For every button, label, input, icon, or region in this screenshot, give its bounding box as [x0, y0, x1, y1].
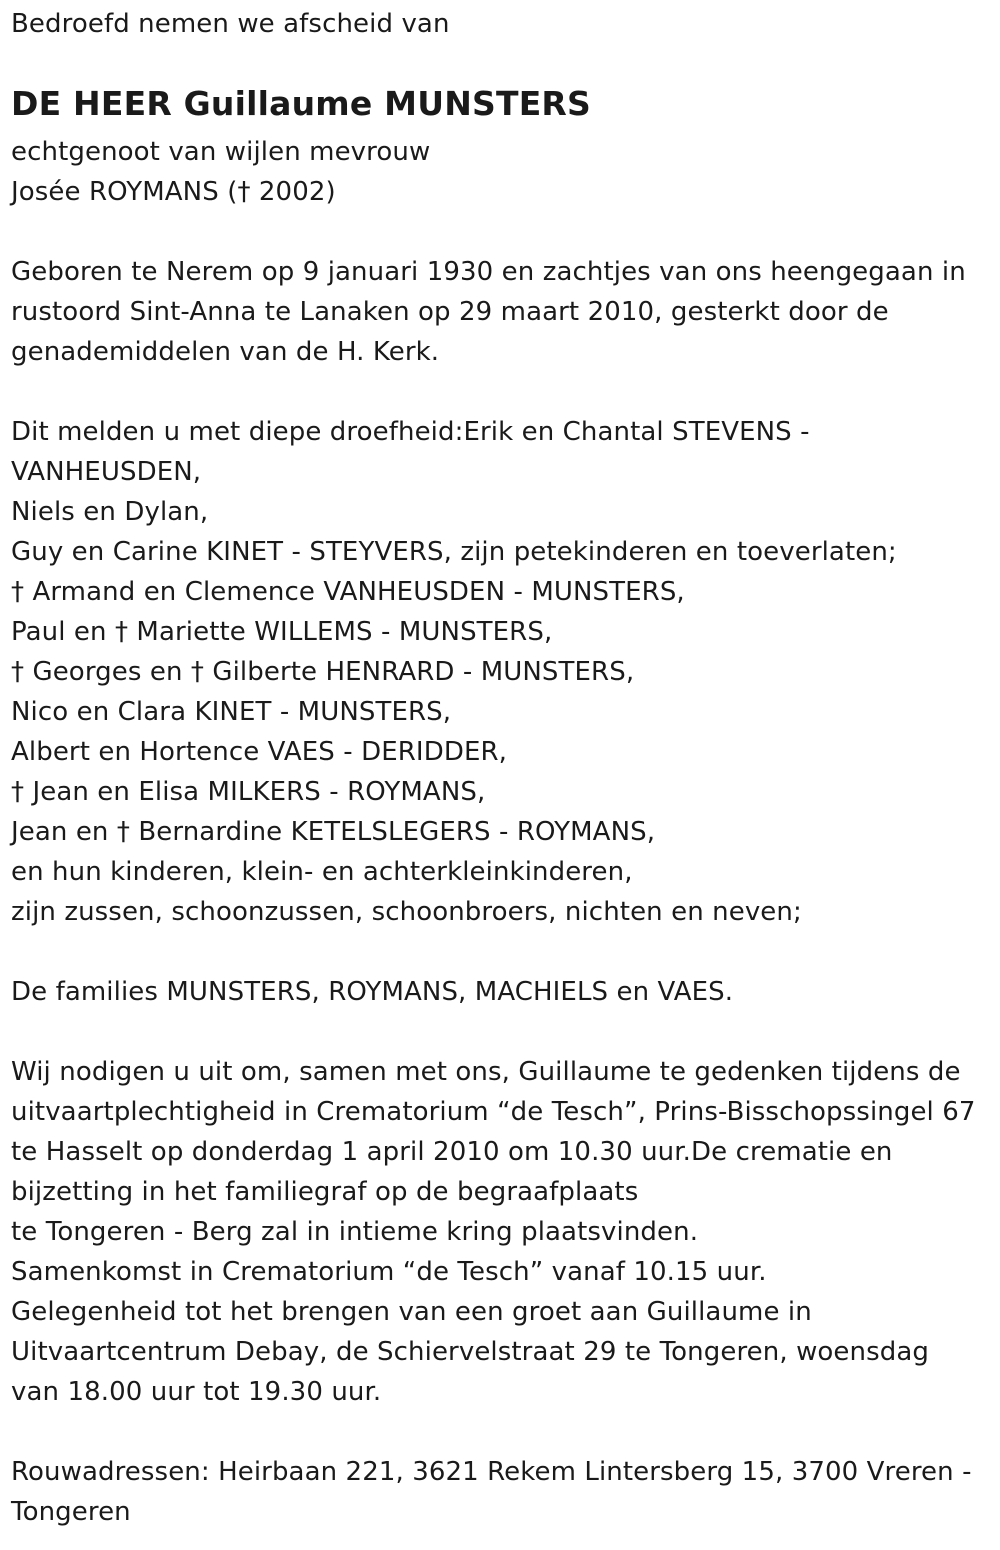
invitation-line: Samenkomst in Crematorium “de Tesch” vanaf 10.15 uur.	[11, 1257, 767, 1287]
family-line: Niels en Dylan,	[11, 497, 209, 527]
address-line: Rouwadressen: Heirbaan 221, 3621 Rekem Lintersberg 15, 3700 Vreren -	[11, 1457, 972, 1487]
birth-line: Geboren te Nerem op 9 januari 1930 en zachtjes van ons heengegaan in	[11, 257, 966, 287]
family-line: en hun kinderen, klein- en achterkleinkinderen,	[11, 857, 633, 887]
family-line: zijn zussen, schoonzussen, schoonbroers, nichten en neven;	[11, 897, 802, 927]
spouse-line: echtgenoot van wijlen mevrouw	[11, 137, 431, 167]
family-line: Jean en † Bernardine KETELSLEGERS - ROYMANS,	[11, 817, 656, 847]
intro-text: Bedroefd nemen we afscheid van	[11, 9, 450, 39]
invitation-line: te Tongeren - Berg zal in intieme kring plaatsvinden.	[11, 1217, 699, 1247]
invitation-line: Wij nodigen u uit om, samen met ons, Guillaume te gedenken tijdens de	[11, 1057, 961, 1087]
birth-line: genademiddelen van de H. Kerk.	[11, 337, 440, 367]
family-line: VANHEUSDEN,	[11, 457, 202, 487]
address-block	[11, 1452, 993, 1532]
invitation-line: uitvaartplechtigheid in Crematorium “de Tesch”, Prins-Bisschopssingel 67	[11, 1097, 976, 1127]
families-line: De families MUNSTERS, ROYMANS, MACHIELS en VAES.	[11, 977, 734, 1007]
spouse-block	[11, 132, 993, 212]
invitation-line: te Hasselt op donderdag 1 april 2010 om 10.30 uur.De crematie en	[11, 1137, 893, 1167]
invitation-line: Uitvaartcentrum Debay, de Schiervelstraat 29 te Tongeren, woensdag	[11, 1337, 929, 1367]
invitation-line: Gelegenheid tot het brengen van een groet aan Guillaume in	[11, 1297, 812, 1327]
invitation-line: bijzetting in het familiegraf op de begraafplaats	[11, 1177, 639, 1207]
family-line: Nico en Clara KINET - MUNSTERS,	[11, 697, 452, 727]
family-line: Albert en Hortence VAES - DERIDDER,	[11, 737, 508, 767]
spacer	[11, 932, 993, 972]
invitation-line: van 18.00 uur tot 19.30 uur.	[11, 1377, 382, 1407]
family-paragraph	[11, 412, 993, 932]
invitation-paragraph	[11, 1052, 993, 1412]
spouse-line: Josée ROYMANS († 2002)	[11, 177, 336, 207]
family-line: † Armand en Clemence VANHEUSDEN - MUNSTERS,	[11, 577, 685, 607]
family-line: Paul en † Mariette WILLEMS - MUNSTERS,	[11, 617, 553, 647]
spacer	[11, 372, 993, 412]
spacer	[11, 1412, 993, 1452]
family-line: † Jean en Elisa MILKERS - ROYMANS,	[11, 777, 486, 807]
deceased-name: DE HEER Guillaume MUNSTERS	[11, 84, 592, 123]
family-line: Dit melden u met diepe droefheid:Erik en Chantal STEVENS -	[11, 417, 810, 447]
family-line: † Georges en † Gilberte HENRARD - MUNSTERS,	[11, 657, 635, 687]
spacer	[11, 1012, 993, 1052]
birth-line: rustoord Sint-Anna te Lanaken op 29 maart 2010, gesterkt door de	[11, 297, 889, 327]
obituary-notice	[11, 4, 993, 1532]
address-line: Tongeren	[11, 1497, 131, 1527]
spacer	[11, 212, 993, 252]
birth-paragraph	[11, 252, 993, 372]
family-line: Guy en Carine KINET - STEYVERS, zijn petekinderen en toeverlaten;	[11, 537, 897, 567]
